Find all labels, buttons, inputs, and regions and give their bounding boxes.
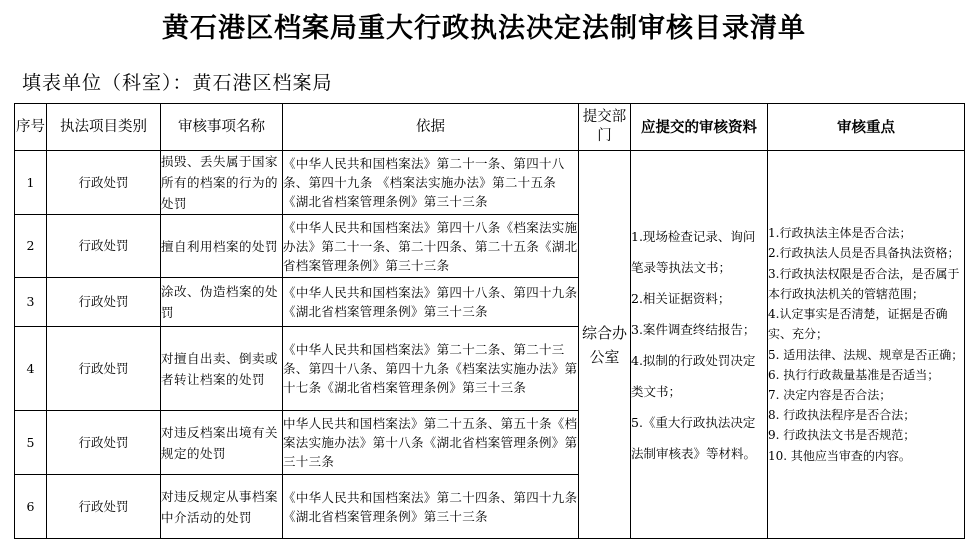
focus-item: 3.行政执法权限是否合法，是否属于本行政执法机关的管辖范围； xyxy=(768,266,960,301)
focus-item: 6. 执行行政裁量基准是否适当； xyxy=(768,367,940,382)
header-materials: 应提交的审核资料 xyxy=(631,104,768,151)
row-category: 行政处罚 xyxy=(47,278,161,327)
material-item: 2.相关证据资料； xyxy=(631,290,731,306)
row-item: 对违反档案出境有关规定的处罚 xyxy=(161,411,283,475)
row-item: 擅自利用档案的处罚 xyxy=(161,215,283,278)
row-category: 行政处罚 xyxy=(47,475,161,539)
row-item: 对擅自出卖、倒卖或者转让档案的处罚 xyxy=(161,327,283,411)
focus-item: 1.行政执法主体是否合法； xyxy=(768,226,912,241)
row-seq: 6 xyxy=(15,475,47,539)
focus-item: 5. 适用法律、法规、规章是否正确； xyxy=(768,347,964,362)
header-seq: 序号 xyxy=(15,104,47,151)
header-dept: 提交部门 xyxy=(579,104,631,151)
material-item: 4.拟制的行政处罚决定类文书； xyxy=(631,352,756,399)
submitting-department: 综合办公室 xyxy=(579,151,631,539)
row-basis: 中华人民共和国档案法》第二十五条、第五十条《档案法实施办法》第十八条《湖北省档案管理条例》第三十三条 xyxy=(283,411,579,475)
material-item: 3.案件调查终结报告； xyxy=(631,321,756,337)
required-materials xyxy=(631,151,768,539)
row-basis: 《中华人民共和国档案法》第四十八条、第四十九条《湖北省档案管理条例》第三十三条 xyxy=(283,278,579,327)
row-category: 行政处罚 xyxy=(47,411,161,475)
header-basis: 依据 xyxy=(283,104,579,151)
row-seq: 2 xyxy=(15,215,47,278)
row-item: 涂改、伪造档案的处罚 xyxy=(161,278,283,327)
header-focus: 审核重点 xyxy=(768,104,965,151)
row-item: 对违反规定从事档案中介活动的处罚 xyxy=(161,475,283,539)
row-category: 行政处罚 xyxy=(47,215,161,278)
focus-item: 2.行政执法人员是否具备执法资格； xyxy=(768,246,960,261)
header-category: 执法项目类别 xyxy=(47,104,161,151)
row-basis: 《中华人民共和国档案法》第二十一条、第四十八条、第四十九条 《档案法实施办法》第二十五条《湖北省档案管理条例》第三十三条 xyxy=(283,151,579,215)
focus-item: 9. 行政执法文书是否规范； xyxy=(768,428,916,443)
material-item: 1.现场检查记录、询问笔录等执法文书； xyxy=(631,228,756,275)
row-seq: 1 xyxy=(15,151,47,215)
header-item: 审核事项名称 xyxy=(161,104,283,151)
row-seq: 4 xyxy=(15,327,47,411)
table-row xyxy=(15,151,965,215)
row-seq: 3 xyxy=(15,278,47,327)
material-item: 5.《重大行政执法决定法制审核表》等材料。 xyxy=(631,414,757,461)
row-category: 行政处罚 xyxy=(47,151,161,215)
filing-unit-label: 填表单位（科室）：黄石港区档案局 xyxy=(22,72,333,94)
row-seq: 5 xyxy=(15,411,47,475)
row-basis: 《中华人民共和国档案法》第二十四条、第四十九条《湖北省档案管理条例》第三十三条 xyxy=(283,475,579,539)
row-item: 损毁、丢失属于国家所有的档案的行为的处罚 xyxy=(161,151,283,215)
table-header-row xyxy=(15,104,965,151)
row-basis: 《中华人民共和国档案法》第四十八条《档案法实施办法》第二十一条、第二十四条、第二十五条《湖北省档案管理条例》第三十三条 xyxy=(283,215,579,278)
focus-item: 4.认定事实是否清楚，证据是否确实、充分； xyxy=(768,307,948,342)
review-catalog-table xyxy=(14,103,965,539)
focus-item: 8. 行政执法程序是否合法； xyxy=(768,408,916,423)
page-title: 黄石港区档案局重大行政执法决定法制审核目录清单 xyxy=(162,13,806,44)
focus-item: 10. 其他应当审查的内容。 xyxy=(768,448,911,463)
row-basis: 《中华人民共和国档案法》第二十二条、第二十三条、第四十八条、第四十九条《档案法实施办法》第十七条《湖北省档案管理条例》第三十三条 xyxy=(283,327,579,411)
review-focus xyxy=(768,151,965,539)
focus-item: 7. 决定内容是否合法； xyxy=(768,387,892,402)
row-category: 行政处罚 xyxy=(47,327,161,411)
